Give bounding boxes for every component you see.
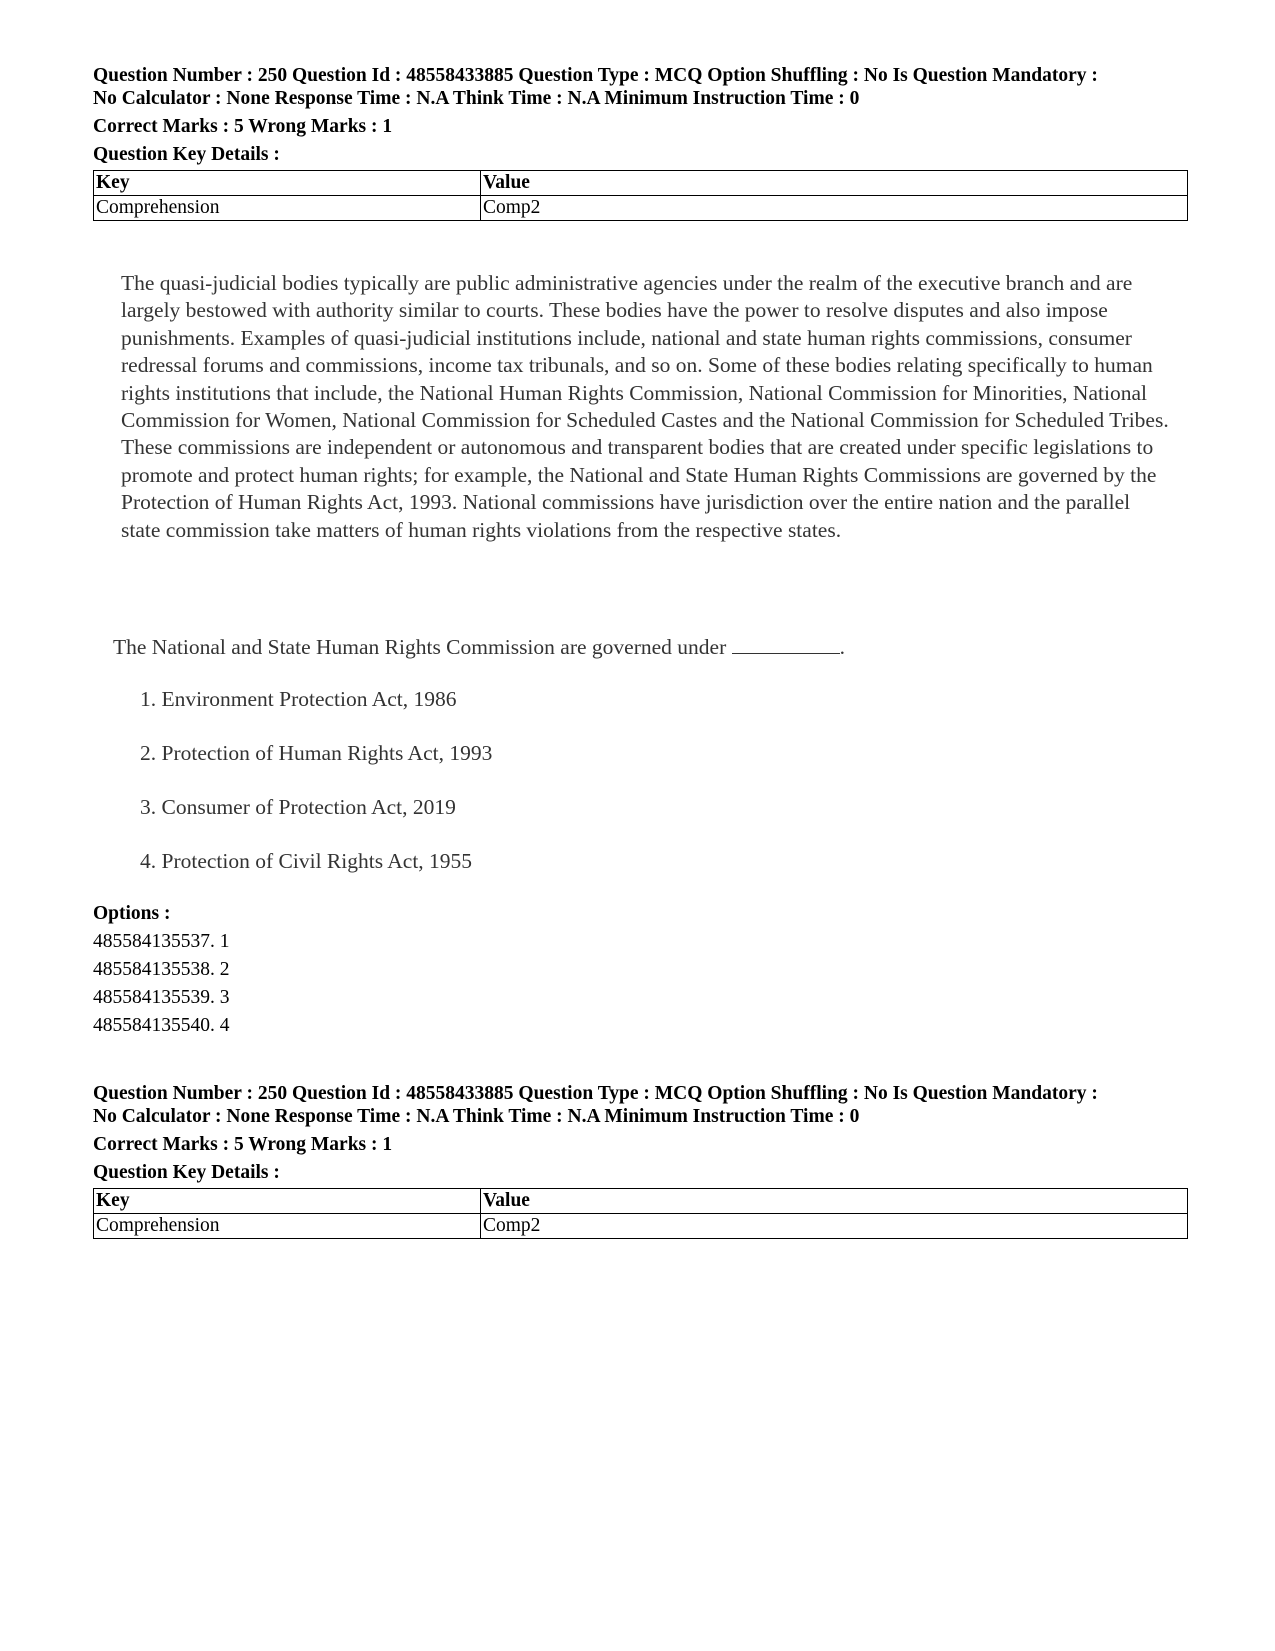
next-marks-line: Correct Marks : 5 Wrong Marks : 1 [93,1134,393,1155]
question-end: . [839,635,845,659]
option-item-4: 485584135540. 4 [93,1015,230,1036]
next-question-meta-line-1: Question Number : 250 Question Id : 48558433885 Question Type : MCQ Option Shuffling : No Is Question Mandatory : [93,1083,1098,1104]
table-cell-key: Comprehension [94,196,481,221]
next-key-details-table [93,1188,1188,1239]
choice-1: 1. Environment Protection Act, 1986 [140,687,457,711]
table-row [94,1214,1188,1239]
question-text [113,634,1013,661]
key-details-table [93,170,1188,221]
table-cell-key: Comprehension [94,1214,481,1239]
options-list [93,900,493,1040]
question-meta-line-2: No Calculator : None Response Time : N.A Think Time : N.A Minimum Instruction Time : 0 [93,88,860,109]
option-item-3: 485584135539. 3 [93,987,230,1008]
table-header-row [94,1189,1188,1214]
question-header-block [93,64,1193,221]
table-header-row [94,171,1188,196]
table-cell-value: Comp2 [481,1214,1188,1239]
next-key-details-label: Question Key Details : [93,1162,280,1183]
table-row [94,196,1188,221]
comprehension-passage: The quasi-judicial bodies typically are public administrative agencies under the realm of the executive branch and are largely bestowed with authority similar to courts. These bodies have the power to resolve disputes and also impose punishments. Examples of quasi-judicial institutions include, national and state human rights commissions, consumer redressal forums and commissions, income tax tribunals, and so on. Some of these bodies relating specifically to human rights institutions that include, the National Human Rights Commission, National Commission for Minorities, National Commission for Women, National Commission for Scheduled Castes and the National Commission for Scheduled Tribes. These commissions are independent or autonomous and transparent bodies that are created under specific legislations to promote and protect human rights; for example, the National and State Human Rights Commissions are governed by the Protection of Human Rights Act, 1993. National commissions have jurisdiction over the entire nation and the parallel state commission take matters of human rights violations from the respective states. [121,271,1169,542]
next-question-meta-line-2: No Calculator : None Response Time : N.A Think Time : N.A Minimum Instruction Time : 0 [93,1106,860,1127]
table-header-value: Value [481,171,1188,196]
table-header-key: Key [94,1189,481,1214]
key-details-label: Question Key Details : [93,144,280,165]
table-header-key: Key [94,171,481,196]
option-item-1: 485584135537. 1 [93,931,230,952]
answer-blank [732,635,840,654]
answer-choices [140,686,940,902]
next-question-header-block [93,1082,1193,1239]
question-stem: The National and State Human Rights Commission are governed under [113,635,727,659]
table-header-value: Value [481,1189,1188,1214]
marks-line: Correct Marks : 5 Wrong Marks : 1 [93,116,393,137]
options-label: Options : [93,903,171,924]
choice-3: 3. Consumer of Protection Act, 2019 [140,795,456,819]
choice-4: 4. Protection of Civil Rights Act, 1955 [140,849,473,873]
table-cell-value: Comp2 [481,196,1188,221]
option-item-2: 485584135538. 2 [93,959,230,980]
choice-2: 2. Protection of Human Rights Act, 1993 [140,741,493,765]
question-meta-line-1: Question Number : 250 Question Id : 48558433885 Question Type : MCQ Option Shuffling : No Is Question Mandatory : [93,65,1098,86]
